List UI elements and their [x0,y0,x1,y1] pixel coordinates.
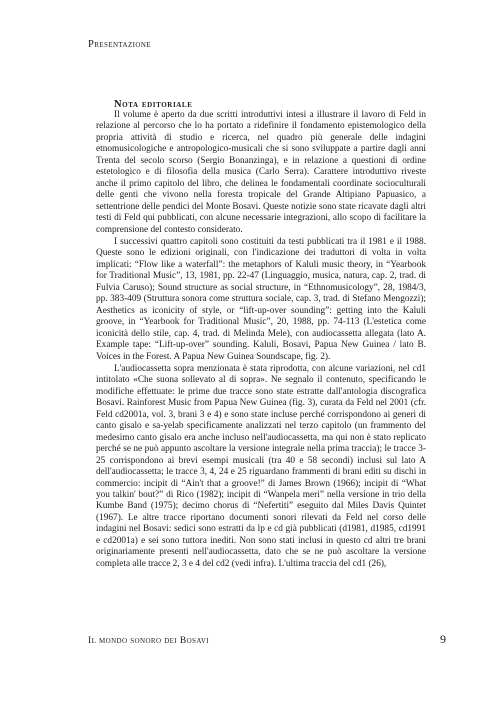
body-text [96,110,426,570]
running-footer: Il mondo sonoro dei Bosavi [88,636,210,646]
running-head: Presentazione [88,39,151,50]
paragraph: I successivi quattro capitoli sono costituiti da testi pubblicati tra il 1981 e il 1988. Queste sono le edizioni originali, con l'indicazione dei traduttori di volta in volta implicati: “Flow like a waterfall”: the metaphors of Kaluli music theory, in “Yearbook for Traditional Music”, 13, 1981, pp. 22-47 (Linguaggio, musica, natura, cap. 2, trad. di Fulvia Caruso); Sound structure as social structure, in “Ethnomusicology”, 28, 1984/3, pp. 383-409 (Struttura sonora come struttura sociale, cap. 3, trad. di Stefano Mengozzi); Aesthetics as iconicity of style, or “lift-up-over sounding”: getting into the Kaluli groove, in “Yearbook for Traditional Music”, 20, 1988, pp. 74-113 (L'estetica come iconicità dello stile, cap. 4, trad. di Melinda Mele), con audiocassetta allegata (lato A. Example tape: “Lift-up-over” sounding. Kaluli, Bosavi, Papua New Guinea / lato B. Voices in the Forest. A Papua New Guinea Soundscape, fig. 2). [96,236,426,362]
paragraph: L'audiocassetta sopra menzionata è stata riprodotta, con alcune variazioni, nel cd1 intitolato «Che suona sollevato al di sopra». Ne segnalo il contenuto, specificando le modifiche effettuate: le prime due tracce sono state estratte dall'antologia discografica Bosavi. Rainforest Music from Papua New Guinea (fig. 3), curata da Feld nel 2001 (cfr. Feld cd2001a, vol. 3, brani 3 e 4) e sono state incluse perché corrispondono ai generi di canto gisalo e sa-yelab specificamente analizzati nel terzo capitolo (un frammento del medesimo canto gisalo era anche incluso nell'audiocassetta, ma qui non è stato replicato perché se ne può appunto ascoltare la versione integrale nella prima traccia); le tracce 3-25 corrispondono ai brevi esempi musicali (tra 40 e 58 secondi) inclusi sul lato A dell'audiocassetta; le tracce 3, 4, 24 e 25 riguardano frammenti di brani editi su dischi in commercio: incipit di “Ain't that a groove!” di James Brown (1966); incipit di “What you talkin' bout?” di Rico (1982); incipit di “Wanpela meri” nella versione in trio della Kumbe Band (1975); decimo chorus di “Nefertiti” eseguito dal Miles Davis Quintet (1967). Le altre tracce riportano documenti sonori rilevati da Feld nel corso delle indagini nel Bosavi: sedici sono estratti da lp e cd già pubblicati (d1981, d1985, cd1991 e cd2001a) e sei sono tuttora inediti. Non sono stati inclusi in questo cd altri tre brani originariamente presenti nell'audiocassetta, dato che se ne può ascoltare la versione completa alle tracce 2, 3 e 4 del cd2 (vedi infra). L'ultima traccia del cd1 (26), [96,363,426,569]
page-number: 9 [440,632,446,646]
section-heading: Nota editoriale [114,99,193,110]
paragraph: Il volume è aperto da due scritti introduttivi intesi a illustrare il lavoro di Feld in relazione al percorso che lo ha portato a ridefinire il fondamento epistemologico della propria attività di studio e ricerca, nel quadro più generale delle indagini etnomusicologiche e antropologico-musicali che si sono sviluppate a partire dagli anni Trenta del secolo scorso (Sergio Bonanzinga), e in relazione a questioni di ordine estetologico e di filosofia della musica (Carlo Serra). Carattere introduttivo riveste anche il primo capitolo del libro, che delinea le fondamentali coordinate socioculturali delle genti che vivono nella foresta tropicale del Grande Altipiano Papuasico, a settentrione delle pendici del Monte Bosavi. Queste notizie sono state ricavate dagli altri testi di Feld qui pubblicati, con alcune necessarie integrazioni, allo scopo di facilitare la comprensione del contesto considerato. [96,110,426,235]
